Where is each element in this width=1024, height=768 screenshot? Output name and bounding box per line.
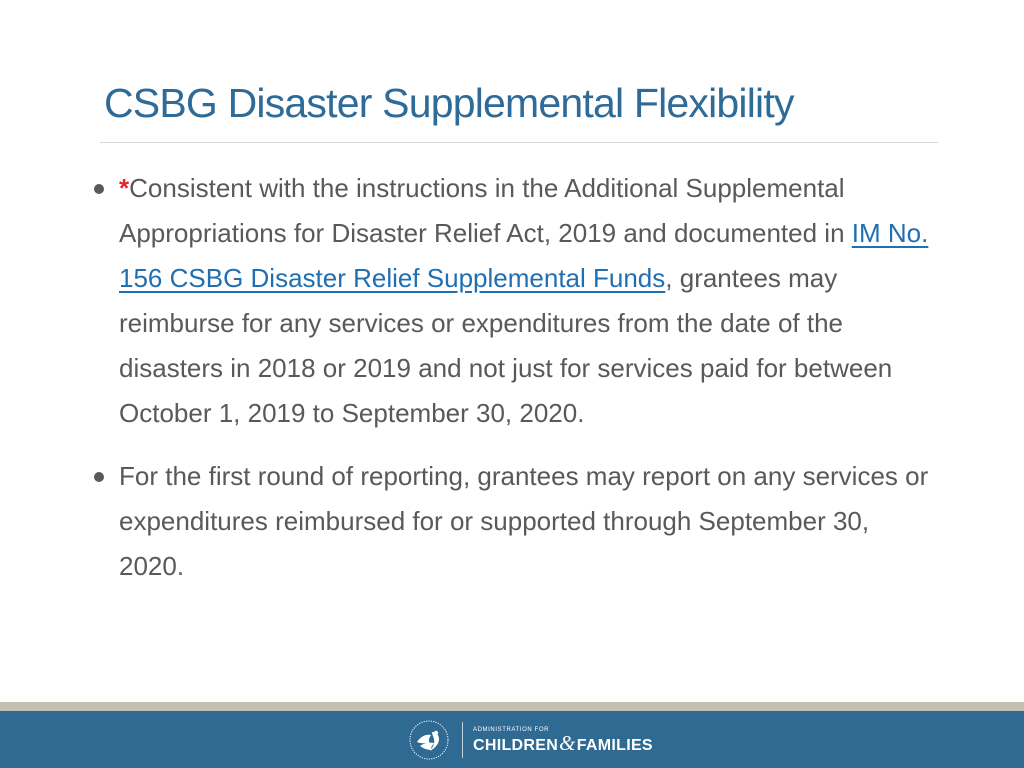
logo-divider	[462, 722, 463, 758]
im-156-link[interactable]: IM No. 156 CSBG Disaster Relief Supplemental Funds	[119, 218, 929, 293]
acf-logo	[408, 716, 653, 764]
bullet-1-text-end: , grantees may reimburse for any services or expenditures from the date of the disasters in 2018 or 2019 and not just for services paid for between October 1, 2019 to September 30, 2020.	[119, 263, 893, 428]
bullet-dot-icon	[94, 472, 104, 482]
title-divider	[100, 142, 938, 143]
asterisk-marker: *	[119, 173, 130, 203]
bullet-dot-icon	[94, 184, 104, 194]
bullet-1-text-start: Consistent with the instructions in the Additional Supplemental Appropriations for Disaster Relief Act, 2019 and documented in	[119, 173, 852, 248]
acf-ampersand: &	[559, 730, 576, 755]
bullet-list	[90, 166, 936, 589]
acf-word-children: CHILDREN	[473, 736, 559, 754]
acf-word-families: FAMILIES	[576, 736, 653, 754]
acf-wordmark	[473, 726, 653, 755]
slide-title: CSBG Disaster Supplemental Flexibility	[104, 80, 794, 126]
hhs-eagle-seal-icon	[408, 719, 450, 761]
bullet-2-text: For the first round of reporting, grantees may report on any services or expenditures reimbursed for or supported through September 30, 2020.	[119, 461, 929, 581]
acf-small-text: ADMINISTRATION FOR	[473, 726, 550, 733]
footer-accent-band	[0, 702, 1024, 711]
acf-big-text	[473, 730, 653, 755]
bullet-item-1	[90, 166, 936, 436]
bullet-item-2	[90, 454, 936, 589]
